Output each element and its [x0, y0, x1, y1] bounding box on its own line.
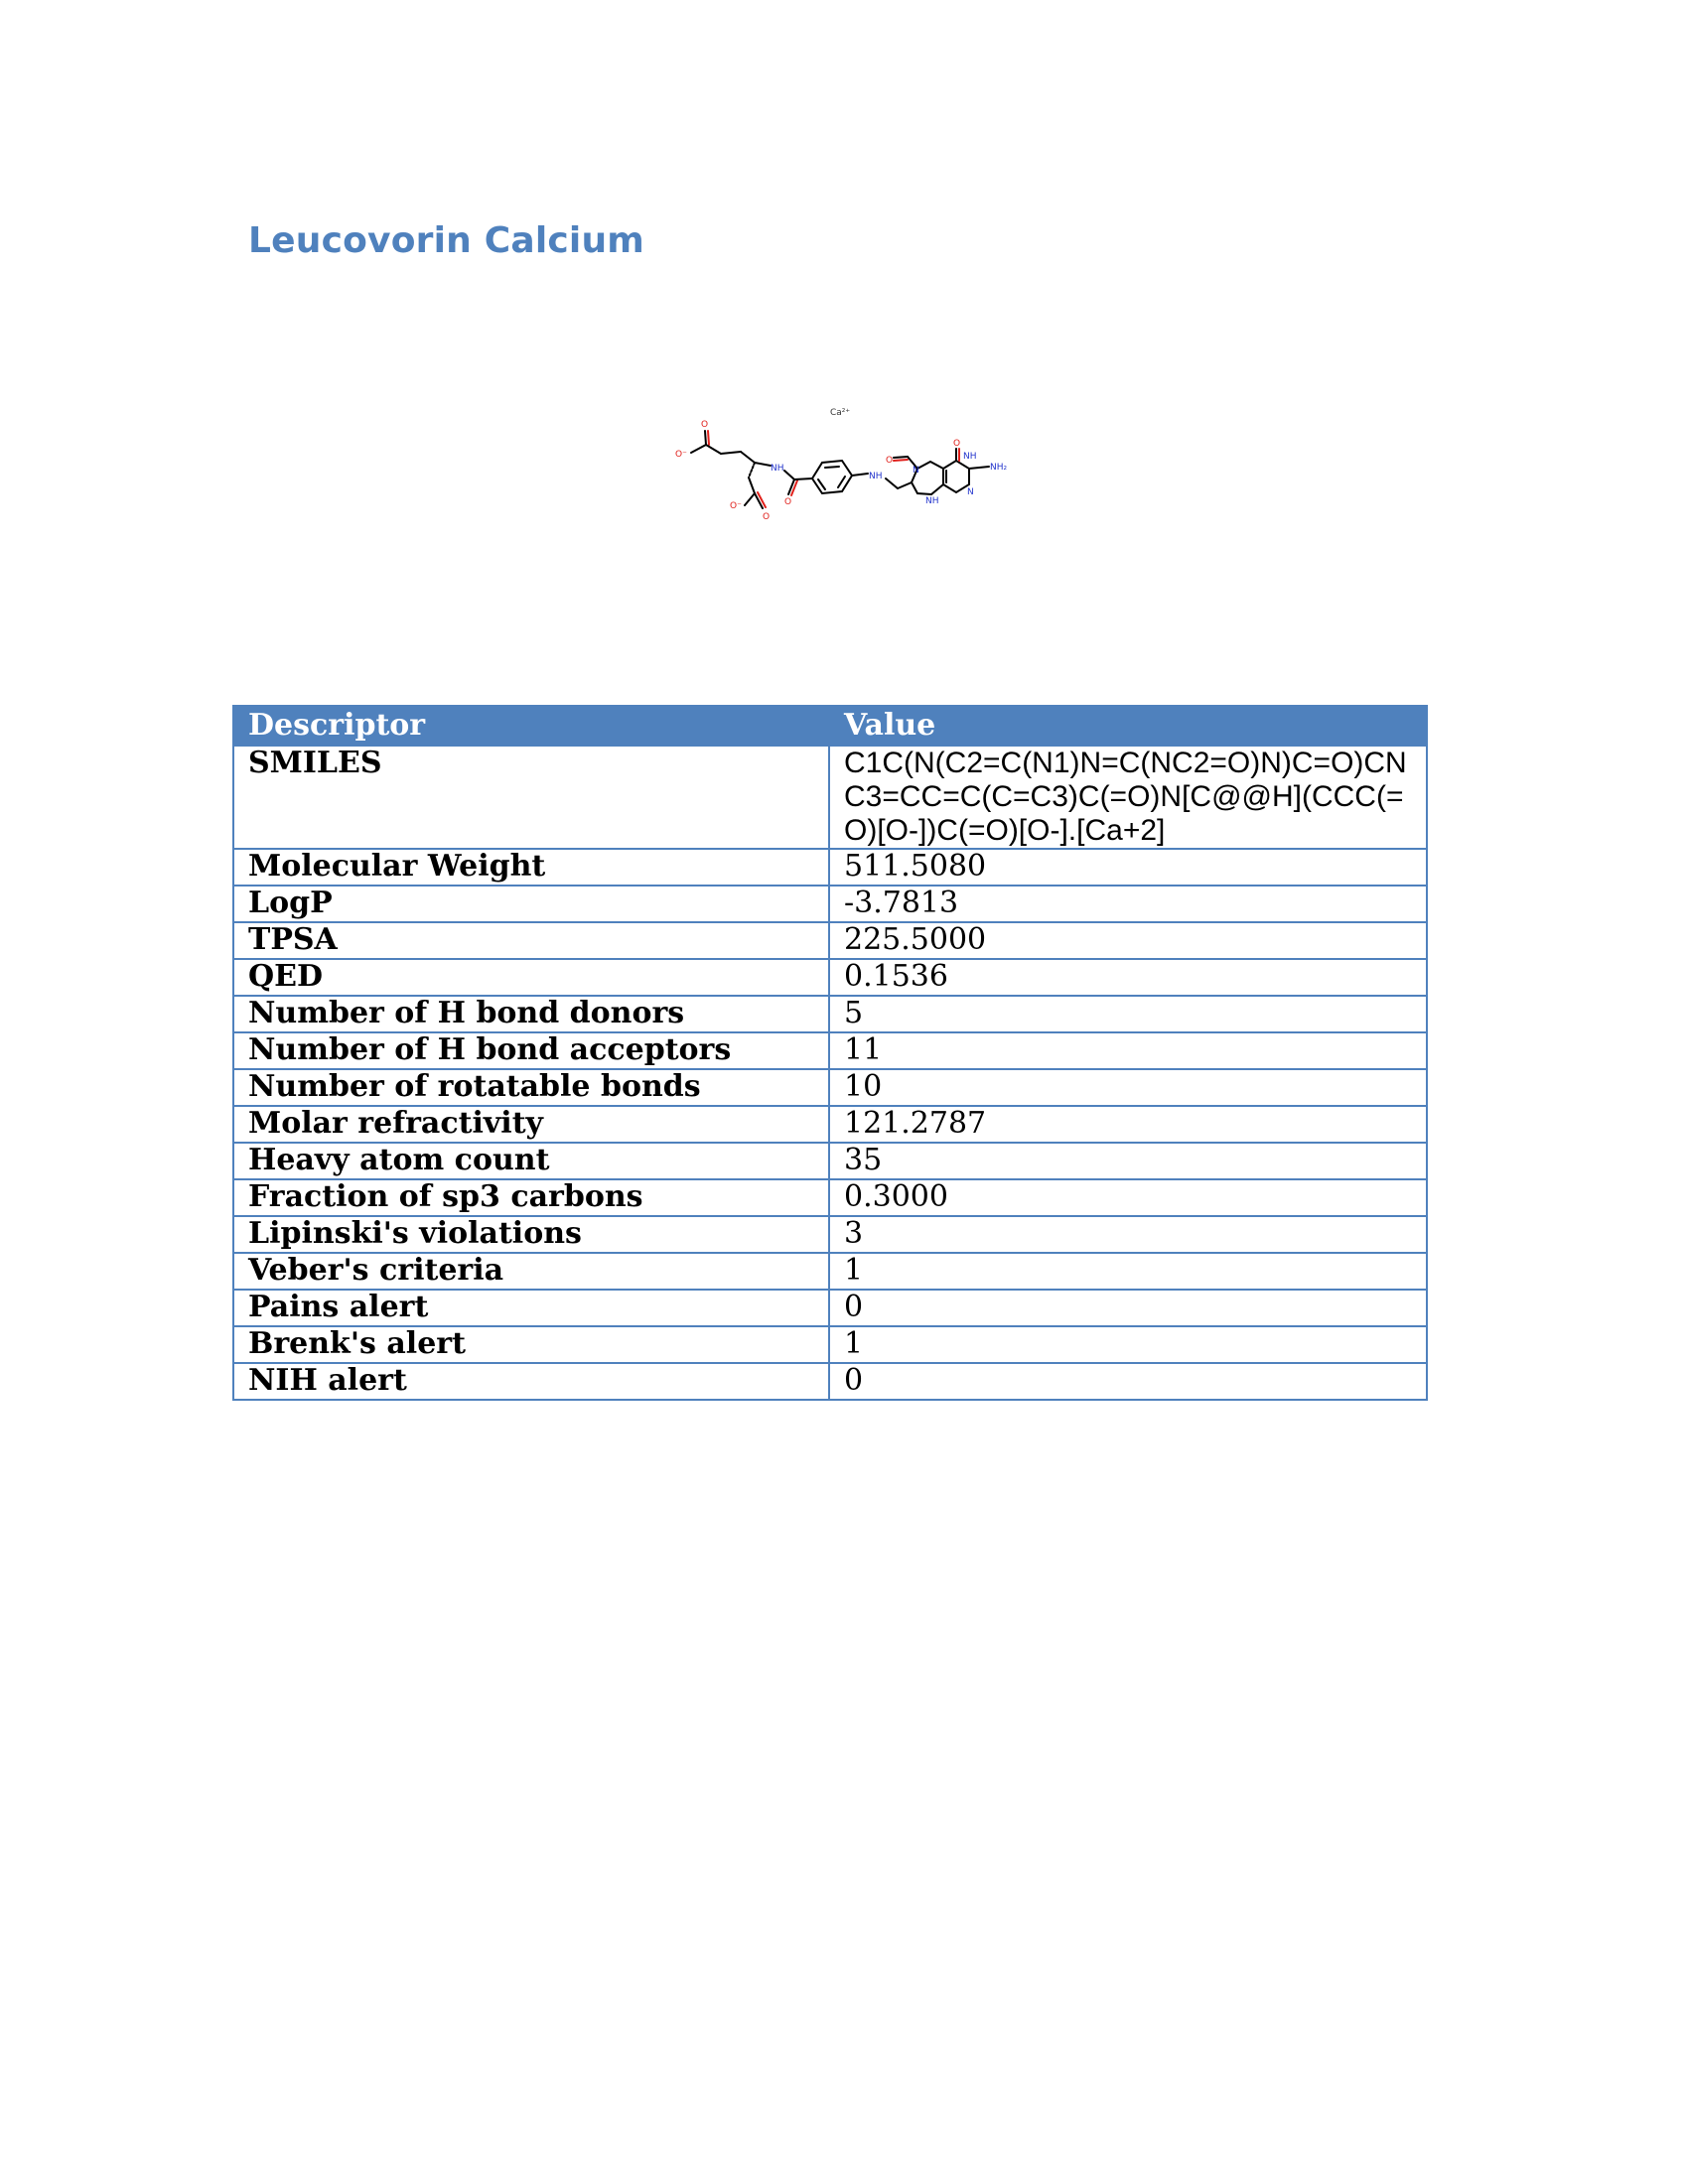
row-value: 121.2787: [829, 1106, 1427, 1143]
table-row: [233, 1106, 1427, 1143]
row-label: Number of H bond donors: [233, 996, 829, 1032]
row-value: 5: [829, 996, 1427, 1032]
atom-label: NH: [869, 472, 883, 481]
calcium-ion-label: Ca²⁺: [830, 408, 851, 418]
smiles-value: C1C(N(C2=C(N1)N=C(NC2=O)N)C=O)CNC3=CC=C(C=C3)C(=O)N[C@@H](CCC(=O)[O-])C(=O)[O-].[Ca+2]: [829, 746, 1427, 849]
row-value: 11: [829, 1032, 1427, 1069]
row-value: 0.1536: [829, 959, 1427, 996]
row-label: Molar refractivity: [233, 1106, 829, 1143]
table-row: [233, 1069, 1427, 1106]
atom-label: N: [967, 487, 974, 497]
atom-label: O⁻: [730, 501, 742, 511]
atom-label: NH: [925, 496, 939, 506]
row-label: Brenk's alert: [233, 1326, 829, 1363]
table-row: [233, 1253, 1427, 1290]
table-row: [233, 1363, 1427, 1400]
row-value: 3: [829, 1216, 1427, 1253]
row-label: TPSA: [233, 922, 829, 959]
table-header-row: [233, 706, 1427, 746]
table-row: [233, 959, 1427, 996]
atom-label: O: [886, 456, 894, 466]
atom-label: NH: [963, 452, 977, 462]
atom-label: NH₂: [990, 463, 1008, 473]
row-value: 1: [829, 1253, 1427, 1290]
descriptor-table: [232, 705, 1428, 1401]
descriptor-column-header: Descriptor: [233, 706, 829, 746]
atom-label: O⁻: [675, 450, 687, 460]
table-row: [233, 996, 1427, 1032]
row-label: Heavy atom count: [233, 1143, 829, 1179]
atom-label: O: [953, 439, 961, 449]
table-row: [233, 1326, 1427, 1363]
page-title: Leucovorin Calcium: [248, 220, 644, 261]
value-column-header: Value: [829, 706, 1427, 746]
row-label: Molecular Weight: [233, 849, 829, 886]
table-row: [233, 922, 1427, 959]
atom-label: N: [913, 466, 919, 476]
atom-label: O: [763, 512, 771, 522]
row-value: 0.3000: [829, 1179, 1427, 1216]
atom-label: NH: [771, 464, 784, 474]
table-row: [233, 1143, 1427, 1179]
table-row: [233, 1216, 1427, 1253]
row-value: 0: [829, 1363, 1427, 1400]
row-value: 0: [829, 1290, 1427, 1326]
row-label: Pains alert: [233, 1290, 829, 1326]
row-value: 35: [829, 1143, 1427, 1179]
molecule-structure-image: [651, 399, 1049, 538]
molecule-structure-drawing: [651, 399, 1049, 538]
row-value: 511.5080: [829, 849, 1427, 886]
table-row: [233, 1179, 1427, 1216]
row-value: 10: [829, 1069, 1427, 1106]
table-row-smiles: [233, 746, 1427, 849]
row-value: 225.5000: [829, 922, 1427, 959]
row-label: Number of H bond acceptors: [233, 1032, 829, 1069]
row-label: SMILES: [233, 746, 829, 849]
row-label: LogP: [233, 886, 829, 922]
row-label: NIH alert: [233, 1363, 829, 1400]
row-label: Lipinski's violations: [233, 1216, 829, 1253]
atom-label: O: [701, 420, 709, 430]
atom-label: O: [784, 497, 792, 507]
row-label: Number of rotatable bonds: [233, 1069, 829, 1106]
table-row: [233, 886, 1427, 922]
table-row: [233, 849, 1427, 886]
row-label: Fraction of sp3 carbons: [233, 1179, 829, 1216]
row-label: Veber's criteria: [233, 1253, 829, 1290]
row-label: QED: [233, 959, 829, 996]
row-value: 1: [829, 1326, 1427, 1363]
row-value: -3.7813: [829, 886, 1427, 922]
table-row: [233, 1032, 1427, 1069]
table-row: [233, 1290, 1427, 1326]
